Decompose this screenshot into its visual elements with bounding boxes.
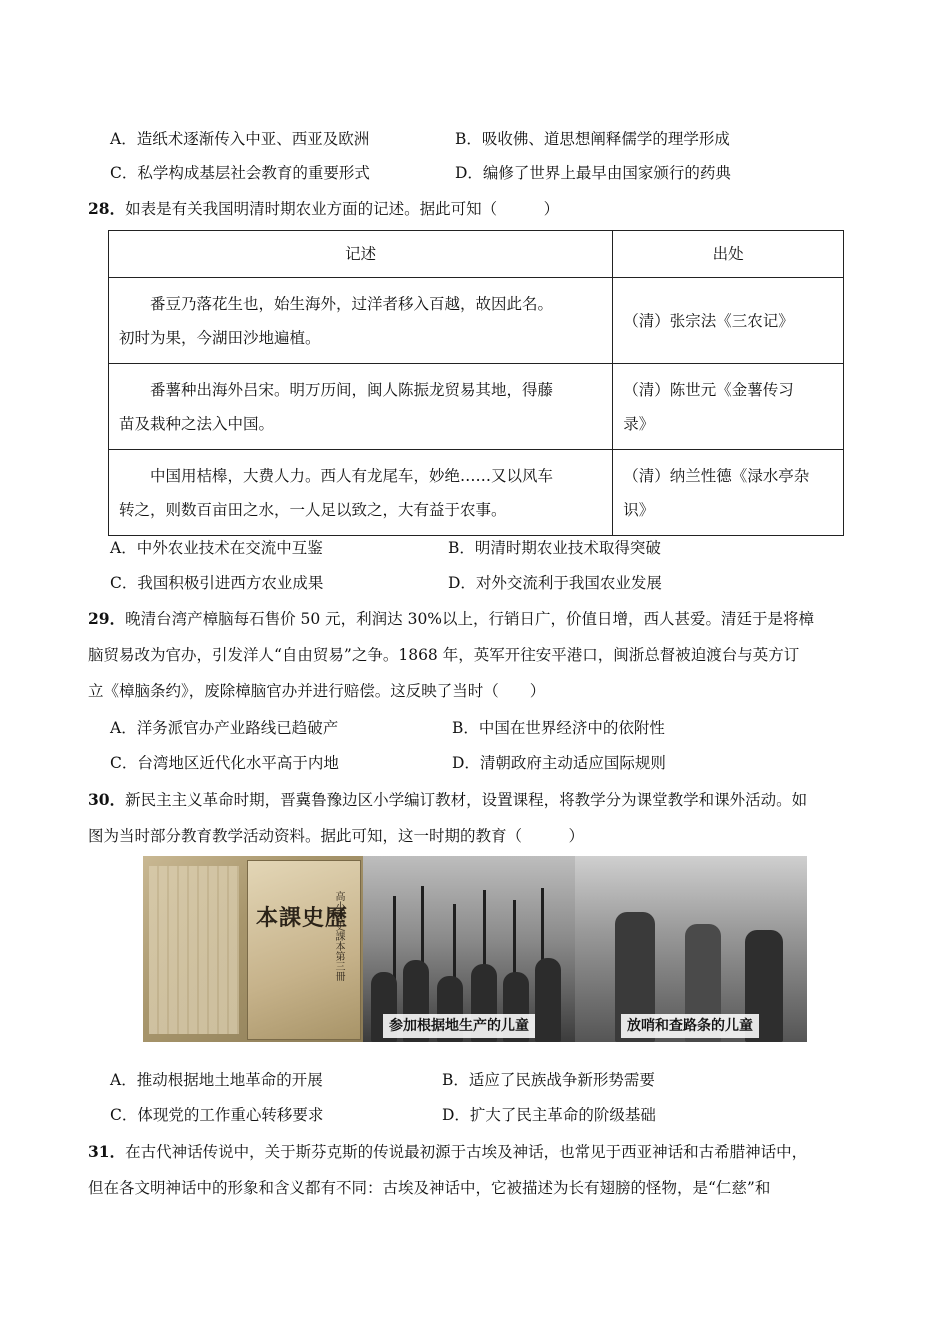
record-line: 苗及栽种之法入中国。 bbox=[119, 414, 275, 433]
q28-option-d: D．对外交流利于我国农业发展 bbox=[448, 574, 662, 592]
q29-option-c: C．台湾地区近代化水平高于内地 bbox=[110, 754, 339, 772]
q27-option-c: C．私学构成基层社会教育的重要形式 bbox=[110, 164, 370, 182]
q27-option-a: A．造纸术逐渐传入中亚、西亚及欧洲 bbox=[110, 130, 370, 148]
record-line: 初时为果，今湖田沙地遍植。 bbox=[119, 328, 321, 347]
q30-option-a: A．推动根据地土地革命的开展 bbox=[110, 1071, 323, 1089]
textbook-title: 本課史歷 bbox=[256, 905, 349, 931]
table-cell-source bbox=[613, 450, 844, 536]
q31-stem-text: 在古代神话传说中，关于斯芬克斯的传说最初源于古埃及神话，也常见于西亚神话和古希腊神话中， bbox=[125, 1143, 808, 1161]
q29-option-b: B．中国在世界经济中的依附性 bbox=[452, 719, 665, 737]
q31-stem-line bbox=[88, 1141, 807, 1163]
q30-option-c: C．体现党的工作重心转移要求 bbox=[110, 1106, 324, 1124]
table-row bbox=[109, 450, 844, 536]
record-line: 转之，则数百亩田之水，一人足以致之，大有益于农事。 bbox=[119, 500, 507, 519]
children-sentry-photo bbox=[575, 856, 807, 1042]
q30-photo-strip bbox=[143, 856, 807, 1042]
record-line: 番薯种出海外吕宋。明万历间，闽人陈振龙贸易其地，得藤 bbox=[150, 380, 554, 399]
q30-option-b: B．适应了民族战争新形势需要 bbox=[442, 1071, 655, 1089]
q30-option-d: D．扩大了民主革命的阶级基础 bbox=[442, 1106, 656, 1124]
q29-stem-line: 脑贸易改为官办，引发洋人“自由贸易”之争。1868 年，英军开往安平港口，闽浙总督被迫渡台与英方订 bbox=[88, 646, 800, 664]
q31-number: 31． bbox=[88, 1142, 126, 1161]
textbook-inner-page bbox=[149, 866, 239, 1034]
q30-stem-line bbox=[88, 789, 807, 811]
table-row bbox=[109, 278, 844, 364]
record-line: 番豆乃落花生也，始生海外，过洋者移入百越，故因此名。 bbox=[150, 294, 554, 313]
table-cell-source bbox=[613, 364, 844, 450]
q27-option-b: B．吸收佛、道思想阐释儒学的理学形成 bbox=[455, 130, 730, 148]
q28-table bbox=[108, 230, 844, 536]
table-cell-record bbox=[109, 450, 613, 536]
textbook-photo bbox=[143, 856, 363, 1042]
children-production-photo bbox=[363, 856, 575, 1042]
q29-number: 29． bbox=[88, 609, 126, 628]
table-row bbox=[109, 364, 844, 450]
source-line: 录》 bbox=[623, 414, 655, 433]
q31-stem-line: 但在各文明神话中的形象和含义都有不同：古埃及神话中，它被描述为长有翅膀的怪物，是“仁慈”和 bbox=[88, 1179, 771, 1197]
q30-number: 30． bbox=[88, 790, 126, 809]
q27-option-d: D．编修了世界上最早由国家颁行的药典 bbox=[455, 164, 731, 182]
q28-number: 28． bbox=[88, 199, 126, 218]
q28-option-b: B．明清时期农业技术取得突破 bbox=[448, 539, 661, 557]
q29-stem-text: 晚清台湾产樟脑每石售价 50 元，利润达 30%以上，行销日广，价值日增，西人甚爱。清廷于是将樟 bbox=[125, 610, 815, 628]
table-cell-source bbox=[613, 278, 844, 364]
q29-option-d: D．清朝政府主动适应国际规则 bbox=[452, 754, 666, 772]
source-line: 识》 bbox=[623, 500, 655, 519]
textbook-side-title: 高小歷史課本第三冊 bbox=[333, 891, 344, 981]
table-cell-record bbox=[109, 364, 613, 450]
table-header-row bbox=[109, 231, 844, 278]
q28-stem bbox=[88, 198, 559, 220]
textbook-cover bbox=[247, 860, 361, 1040]
q28-option-c: C．我国积极引进西方农业成果 bbox=[110, 574, 324, 592]
source-line: （清）张宗法《三农记》 bbox=[623, 311, 794, 330]
q30-stem-line: 图为当时部分教育教学活动资料。据此可知，这一时期的教育（ ） bbox=[88, 827, 585, 845]
q28-option-a: A．中外农业技术在交流中互鉴 bbox=[110, 539, 323, 557]
photo-caption-sentry: 放哨和查路条的儿童 bbox=[621, 1014, 759, 1038]
q29-option-a: A．洋务派官办产业路线已趋破产 bbox=[110, 719, 339, 737]
source-line: （清）纳兰性德《渌水亭杂 bbox=[623, 466, 810, 485]
q29-stem-line bbox=[88, 608, 814, 630]
child-figure bbox=[535, 958, 561, 1042]
source-line: （清）陈世元《金薯传习 bbox=[623, 380, 794, 399]
q30-stem-text: 新民主主义革命时期，晋冀鲁豫边区小学编订教材，设置课程，将教学分为课堂教学和课外活动。如 bbox=[125, 791, 808, 809]
q29-stem-line: 立《樟脑条约》，废除樟脑官办并进行赔偿。这反映了当时（ ） bbox=[88, 682, 546, 700]
record-line: 中国用桔槔，大费人力。西人有龙尾车，妙绝……又以风车 bbox=[150, 466, 554, 485]
table-header-record: 记述 bbox=[109, 231, 613, 278]
table-header-source: 出处 bbox=[613, 231, 844, 278]
table-cell-record bbox=[109, 278, 613, 364]
photo-caption-production: 参加根据地生产的儿童 bbox=[383, 1014, 535, 1038]
q28-stem-text: 如表是有关我国明清时期农业方面的记述。据此可知（ ） bbox=[125, 200, 560, 218]
